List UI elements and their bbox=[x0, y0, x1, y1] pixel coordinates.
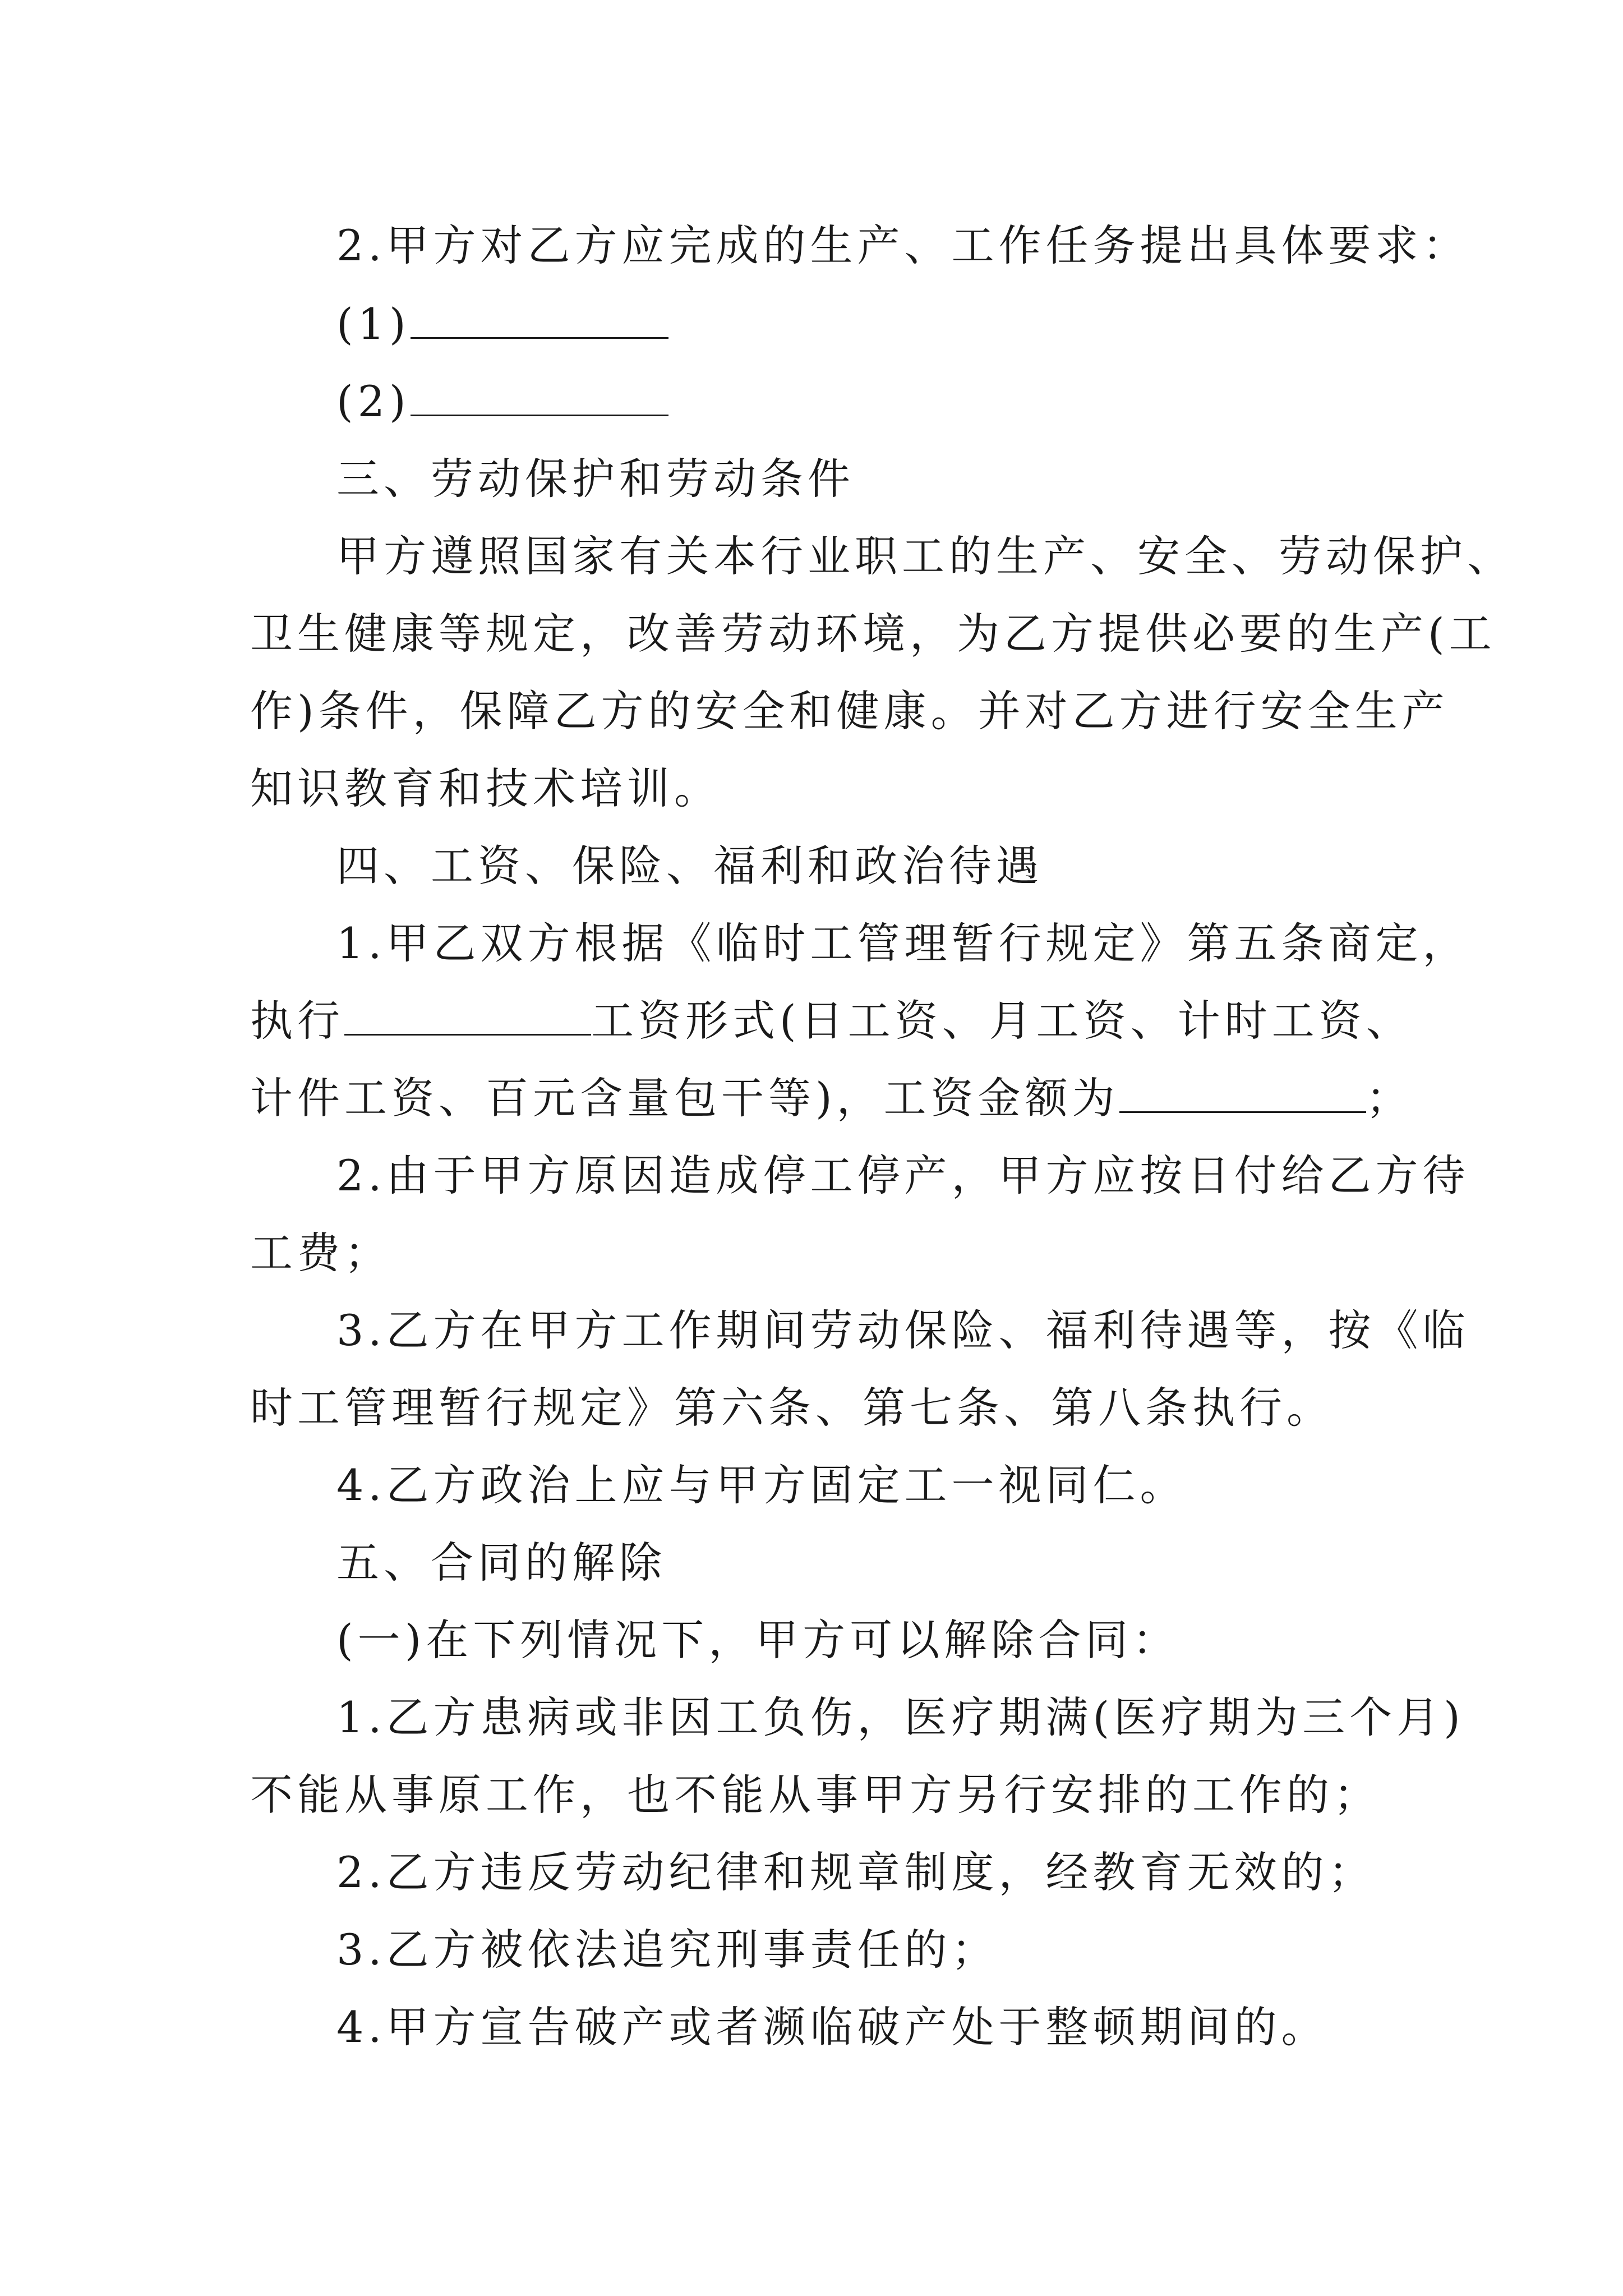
section-3-paragraph-line: 甲方遵照国家有关本行业职工的生产、安全、劳动保护、 bbox=[336, 531, 1514, 581]
section-3-paragraph-line: 卫生健康等规定，改善劳动环境，为乙方提供必要的生产(工 bbox=[250, 609, 1496, 659]
clause-4-1-line bbox=[250, 1070, 1413, 1126]
clause-text: 执行 bbox=[250, 996, 344, 1046]
section-4-heading: 四、工资、保险、福利和政治待遇 bbox=[336, 841, 1043, 891]
clause-5-1-line: 1.乙方患病或非因工负伤，医疗期满(医疗期为三个月) bbox=[336, 1692, 1465, 1742]
clause-text: 工资形式(日工资、月工资、计时工资、 bbox=[591, 996, 1413, 1046]
clause-5-1-line: 不能从事原工作，也不能从事甲方另行安排的工作的； bbox=[250, 1770, 1381, 1820]
wage-form-blank[interactable] bbox=[344, 996, 591, 1036]
clause-4-2-line: 工费； bbox=[250, 1228, 391, 1278]
section-3-paragraph-line: 知识教育和技术培训。 bbox=[250, 763, 721, 813]
clause-text: 计件工资、百元含量包干等)，工资金额为 bbox=[250, 1073, 1119, 1123]
task-requirements-intro: 2.甲方对乙方应完成的生产、工作任务提出具体要求： bbox=[336, 220, 1470, 270]
clause-4-4: 4.乙方政治上应与甲方固定工一视同仁。 bbox=[336, 1460, 1187, 1510]
section-5-heading: 五、合同的解除 bbox=[336, 1538, 666, 1588]
clause-5-2: 2.乙方违反劳动纪律和规章制度，经教育无效的； bbox=[336, 1847, 1376, 1897]
section-5-intro: (一)在下列情况下，甲方可以解除合同： bbox=[336, 1615, 1180, 1665]
clause-4-1-line bbox=[250, 993, 1413, 1049]
clause-5-3: 3.乙方被依法追究刑事责任的； bbox=[336, 1925, 999, 1975]
task-item-1-label: (1) bbox=[336, 299, 411, 349]
wage-amount-blank[interactable] bbox=[1119, 1073, 1366, 1113]
clause-4-2-line: 2.由于甲方原因造成停工停产，甲方应按日付给乙方待 bbox=[336, 1151, 1470, 1200]
fill-in-blank[interactable] bbox=[411, 299, 668, 339]
task-item-2 bbox=[336, 374, 1402, 430]
clause-4-3-line: 3.乙方在甲方工作期间劳动保险、福利待遇等，按《临 bbox=[336, 1305, 1470, 1355]
clause-text: ； bbox=[1366, 1073, 1413, 1123]
clause-4-3-line: 时工管理暂行规定》第六条、第七条、第八条执行。 bbox=[250, 1383, 1334, 1433]
task-item-1 bbox=[336, 296, 1402, 352]
fill-in-blank[interactable] bbox=[411, 376, 668, 416]
section-3-paragraph-line: 作)条件，保障乙方的安全和健康。并对乙方进行安全生产 bbox=[250, 686, 1449, 736]
clause-4-1-line: 1.甲乙双方根据《临时工管理暂行规定》第五条商定， bbox=[336, 918, 1470, 968]
clause-5-4: 4.甲方宣告破产或者濒临破产处于整顿期间的。 bbox=[336, 2002, 1329, 2052]
task-item-2-label: (2) bbox=[336, 376, 411, 426]
section-3-heading: 三、劳动保护和劳动条件 bbox=[336, 454, 855, 504]
